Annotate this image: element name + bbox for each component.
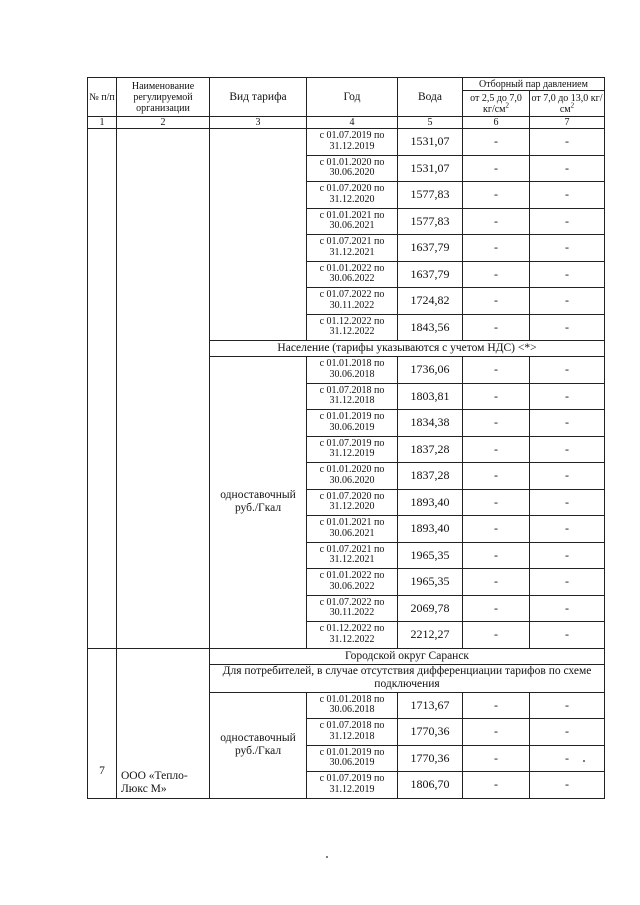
period-cell: с 01.01.2020 по 30.06.2020 <box>307 155 398 182</box>
water-value: 1834,38 <box>398 410 463 437</box>
period-cell: с 01.01.2022 по 30.06.2022 <box>307 569 398 596</box>
org-name: ООО «Тепло-Люкс М» <box>117 648 210 798</box>
steam-high-value: - <box>530 622 605 649</box>
header-tariff: Вид тарифа <box>210 78 307 117</box>
column-number: 5 <box>398 117 463 129</box>
tariff-table <box>87 77 605 799</box>
water-value: 1893,40 <box>398 516 463 543</box>
period-cell: с 01.01.2021 по 30.06.2021 <box>307 208 398 235</box>
steam-low-value: - <box>463 692 530 719</box>
water-value: 2212,27 <box>398 622 463 649</box>
steam-low-value: - <box>463 436 530 463</box>
steam-low-value: - <box>463 489 530 516</box>
header-org: Наименование регулируемой организации <box>117 78 210 117</box>
steam-high-value: - <box>530 569 605 596</box>
water-value: 1770,36 <box>398 745 463 772</box>
water-value: 1803,81 <box>398 383 463 410</box>
steam-high-value: - <box>530 595 605 622</box>
tariff-type-cell-org7: одноставочный руб./Гкал <box>210 692 307 798</box>
period-cell: с 01.12.2022 по 31.12.2022 <box>307 622 398 649</box>
steam-low-value: - <box>463 463 530 490</box>
num-cell-cont <box>88 129 117 649</box>
tariff-cell-cont <box>210 129 307 341</box>
scan-speck <box>326 856 328 858</box>
period-cell: с 01.01.2019 по 30.06.2019 <box>307 745 398 772</box>
population-section-header: Население (тарифы указываются с учетом НДС) <*> <box>210 341 605 357</box>
steam-high-value: - <box>530 745 605 772</box>
consumers-note: Для потребителей, в случае отсутствия дифференциации тарифов по схеме подключения <box>210 664 605 692</box>
water-value: 1713,67 <box>398 692 463 719</box>
water-value: 1577,83 <box>398 208 463 235</box>
steam-high-value: - <box>530 129 605 156</box>
steam-low-value: - <box>463 569 530 596</box>
steam-low-value: - <box>463 719 530 746</box>
steam-high-value: - <box>530 383 605 410</box>
column-number: 3 <box>210 117 307 129</box>
org-number: 7 <box>88 648 117 798</box>
period-cell: с 01.07.2018 по 31.12.2018 <box>307 383 398 410</box>
scan-speck <box>583 760 585 762</box>
period-cell: с 01.07.2020 по 31.12.2020 <box>307 182 398 209</box>
water-value: 1724,82 <box>398 288 463 315</box>
steam-high-value: - <box>530 208 605 235</box>
period-cell: с 01.01.2018 по 30.06.2018 <box>307 357 398 384</box>
water-value: 1837,28 <box>398 463 463 490</box>
header-steam: Отборный пар давлением <box>463 78 605 91</box>
water-value: 1577,83 <box>398 182 463 209</box>
steam-high-value: - <box>530 516 605 543</box>
steam-high-value: - <box>530 261 605 288</box>
water-value: 1965,35 <box>398 542 463 569</box>
steam-high-value: - <box>530 692 605 719</box>
steam-low-value: - <box>463 745 530 772</box>
steam-high-value: - <box>530 182 605 209</box>
steam-low-value: - <box>463 357 530 384</box>
water-value: 1770,36 <box>398 719 463 746</box>
water-value: 1637,79 <box>398 235 463 262</box>
steam-high-value: - <box>530 542 605 569</box>
period-cell: с 01.07.2022 по 30.11.2022 <box>307 595 398 622</box>
steam-high-value: - <box>530 772 605 799</box>
header-year: Год <box>307 78 398 117</box>
steam-high-value: - <box>530 357 605 384</box>
header-water: Вода <box>398 78 463 117</box>
steam-low-value: - <box>463 261 530 288</box>
period-cell: с 01.07.2018 по 31.12.2018 <box>307 719 398 746</box>
period-cell: с 01.01.2021 по 30.06.2021 <box>307 516 398 543</box>
period-cell: с 01.07.2019 по 31.12.2019 <box>307 772 398 799</box>
steam-high-value: - <box>530 288 605 315</box>
header-steam-high: от 7,0 до 13,0 $кг/см^2$ <box>531 92 603 115</box>
org-cell-cont <box>117 129 210 649</box>
water-value: 1637,79 <box>398 261 463 288</box>
steam-high-value: - <box>530 463 605 490</box>
steam-low-value: - <box>463 288 530 315</box>
water-value: 2069,78 <box>398 595 463 622</box>
column-number: 4 <box>307 117 398 129</box>
steam-low-value: - <box>463 595 530 622</box>
water-value: 1965,35 <box>398 569 463 596</box>
district-header: Городской округ Саранск <box>210 648 605 664</box>
period-cell: с 01.01.2020 по 30.06.2020 <box>307 463 398 490</box>
water-value: 1843,56 <box>398 314 463 341</box>
period-cell: с 01.07.2021 по 31.12.2021 <box>307 542 398 569</box>
steam-high-value: - <box>530 436 605 463</box>
steam-high-value: - <box>530 155 605 182</box>
column-number: 1 <box>88 117 117 129</box>
water-value: 1837,28 <box>398 436 463 463</box>
column-number: 6 <box>463 117 530 129</box>
column-number: 7 <box>530 117 605 129</box>
steam-low-value: - <box>463 314 530 341</box>
water-value: 1806,70 <box>398 772 463 799</box>
steam-high-value: - <box>530 489 605 516</box>
steam-high-value: - <box>530 719 605 746</box>
period-cell: с 01.07.2022 по 30.11.2022 <box>307 288 398 315</box>
period-cell: с 01.01.2022 по 30.06.2022 <box>307 261 398 288</box>
period-cell: с 01.07.2019 по 31.12.2019 <box>307 436 398 463</box>
steam-low-value: - <box>463 208 530 235</box>
period-cell: с 01.12.2022 по 31.12.2022 <box>307 314 398 341</box>
period-cell: с 01.01.2018 по 30.06.2018 <box>307 692 398 719</box>
period-cell: с 01.01.2019 по 30.06.2019 <box>307 410 398 437</box>
tariff-type-cell: одноставочный руб./Гкал <box>210 357 307 649</box>
water-value: 1893,40 <box>398 489 463 516</box>
steam-low-value: - <box>463 622 530 649</box>
steam-low-value: - <box>463 155 530 182</box>
steam-low-value: - <box>463 235 530 262</box>
period-cell: с 01.07.2020 по 31.12.2020 <box>307 489 398 516</box>
steam-high-value: - <box>530 410 605 437</box>
water-value: 1531,07 <box>398 129 463 156</box>
water-value: 1531,07 <box>398 155 463 182</box>
steam-low-value: - <box>463 129 530 156</box>
steam-high-value: - <box>530 235 605 262</box>
steam-low-value: - <box>463 516 530 543</box>
period-cell: с 01.07.2019 по 31.12.2019 <box>307 129 398 156</box>
steam-low-value: - <box>463 182 530 209</box>
steam-low-value: - <box>463 410 530 437</box>
steam-low-value: - <box>463 772 530 799</box>
period-cell: с 01.07.2021 по 31.12.2021 <box>307 235 398 262</box>
header-num: № п/п <box>88 78 117 117</box>
water-value: 1736,06 <box>398 357 463 384</box>
steam-high-value: - <box>530 314 605 341</box>
steam-low-value: - <box>463 542 530 569</box>
column-number: 2 <box>117 117 210 129</box>
steam-low-value: - <box>463 383 530 410</box>
header-steam-low: от 2,5 до 7,0 $кг/см^2$ <box>463 91 530 117</box>
